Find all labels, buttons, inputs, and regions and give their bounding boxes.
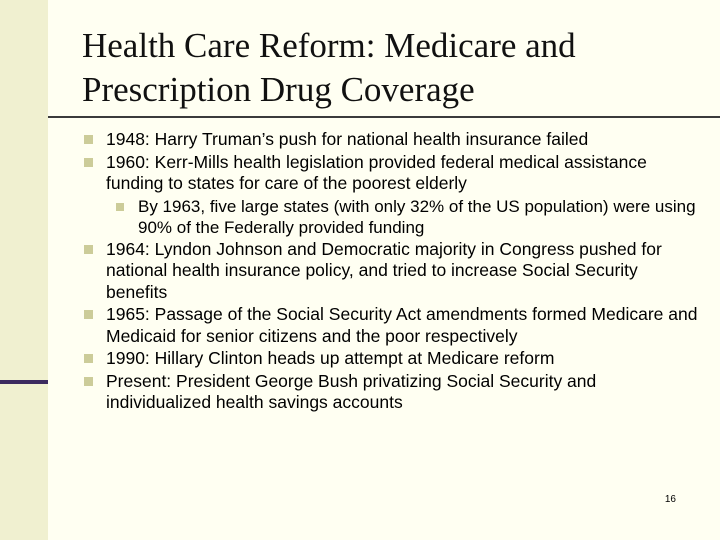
page-number: 16 xyxy=(664,494,676,505)
bullet-text: 1960: Kerr-Mills health legislation provided federal medical assistance funding to states for care of the poorest elderly xyxy=(106,151,647,193)
bullet-item xyxy=(82,348,702,370)
square-bullet-icon xyxy=(84,158,93,167)
side-accent-bar xyxy=(0,380,48,384)
bullet-item xyxy=(82,129,702,151)
bullet-text: 1965: Passage of the Social Security Act amendments formed Medicare and Medicaid for senior citizens and the poor respectively xyxy=(106,304,698,346)
square-bullet-icon xyxy=(116,203,124,211)
bullet-list xyxy=(82,129,702,415)
square-bullet-icon xyxy=(84,135,93,144)
bullet-text: Present: President George Bush privatizing Social Security and individualized health savings accounts xyxy=(106,370,597,412)
bullet-item xyxy=(82,152,702,195)
sub-bullet-item xyxy=(114,196,702,238)
side-band xyxy=(0,0,48,540)
square-bullet-icon xyxy=(84,377,93,386)
square-bullet-icon xyxy=(84,310,93,319)
bullet-item xyxy=(82,304,702,347)
bullet-text: 1964: Lyndon Johnson and Democratic majority in Congress pushed for national health insurance policy, and tried to increase Social Security benefits xyxy=(106,238,662,302)
bullet-text: 1948: Harry Truman’s push for national health insurance failed xyxy=(106,129,589,149)
square-bullet-icon xyxy=(84,354,93,363)
title-divider xyxy=(48,116,720,118)
slide-title: Health Care Reform: Medicare and Prescription Drug Coverage xyxy=(82,26,576,109)
bullet-text: 1990: Hillary Clinton heads up attempt at Medicare reform xyxy=(106,348,555,368)
bullet-text: By 1963, five large states (with only 32% of the US population) were using 90% of the Federally provided funding xyxy=(138,196,696,237)
square-bullet-icon xyxy=(84,245,93,254)
bullet-item xyxy=(82,239,702,304)
bullet-item xyxy=(82,371,702,414)
